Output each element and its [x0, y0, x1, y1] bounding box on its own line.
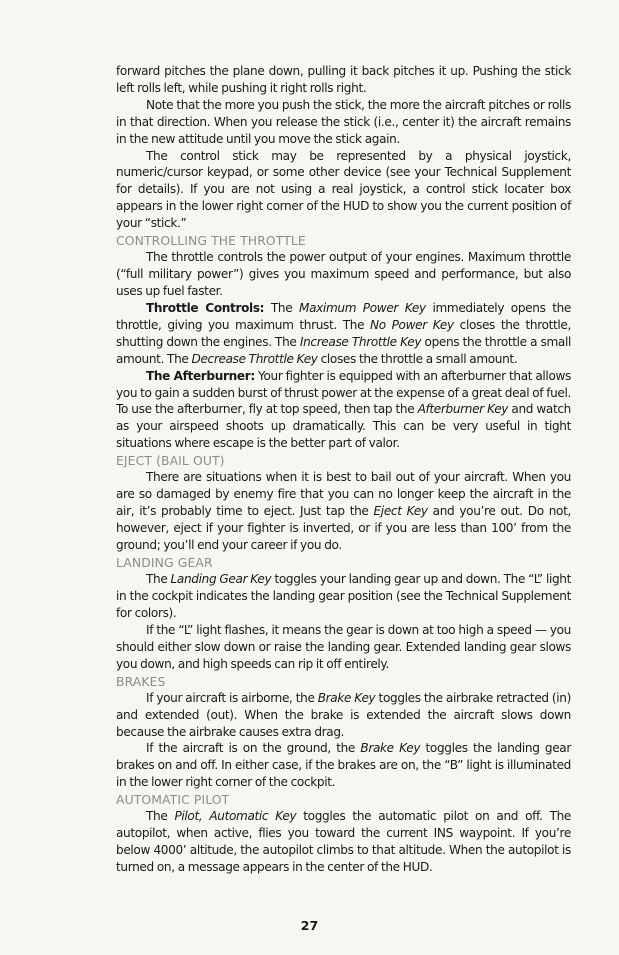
text-run: closes the throttle a small amount.: [317, 351, 518, 366]
heading-automatic-pilot: AUTOMATIC PILOT: [116, 792, 230, 808]
paragraph-stick-direction: forward pitches the plane down, pulling it back pitches it up. Pushing the stick left rolls left, while pushing it right rolls right.: [116, 64, 571, 95]
paragraph-eject: [116, 469, 571, 554]
paragraph-airbrake: [116, 690, 571, 741]
text-run: toggles the automatic pilot on and off. The autopilot, when active, flies you toward the current INS waypoint. If you’re below 4000’ altitude, the autopilot climbs to that altitude. When the autopilot is turned on, a message appears in the center of the HUD.: [116, 809, 572, 875]
paragraph-landing-gear: [116, 571, 571, 622]
heading-eject: EJECT (BAIL OUT): [116, 453, 225, 469]
paragraph-throttle-controls: [116, 300, 571, 368]
key-eject: Eject Key: [373, 504, 428, 519]
text-run: The: [146, 809, 175, 824]
paragraph-stick-attitude: Note that the more you push the stick, the more the aircraft pitches or rolls in that direction. When you release the stick (i.e., center it) the aircraft remains in the new attitude until you move the stick again.: [116, 97, 571, 146]
text-run: toggles your landing gear up and down. The “L” light in the cockpit indicates the landing gear position (see the Technical Supplement for colors).: [116, 572, 571, 620]
key-maximum-power: Maximum Power Key: [298, 300, 426, 315]
paragraph-landing-gear-warning: If the “L” light flashes, it means the gear is down at too high a speed — you should either slow down or raise the landing gear. Extended landing gear slows you down, and high speeds can rip it off entirely.: [116, 622, 571, 671]
text-run: and watch as your airspeed shoots up dramatically. This can be very useful in tight situations where escape is the better part of valor.: [116, 402, 571, 451]
text-run: The: [146, 572, 171, 587]
text-run: immediately opens the throttle, giving you maximum thrust. The: [116, 300, 572, 332]
heading-landing-gear: LANDING GEAR: [116, 554, 213, 570]
key-brake: Brake Key: [360, 741, 421, 756]
paragraph-autopilot: [116, 808, 571, 876]
key-decrease-throttle: Decrease Throttle Key: [191, 351, 318, 366]
paragraph-throttle-intro: The throttle controls the power output of your engines. Maximum throttle (“full military power”) gives you maximum speed and performance, but also uses up fuel faster.: [116, 250, 571, 299]
paragraph-afterburner: [116, 368, 571, 453]
key-no-power: No Power Key: [370, 317, 454, 332]
key-pilot-automatic: Pilot, Automatic Key: [174, 809, 297, 824]
text-run: If your aircraft is airborne, the: [146, 690, 318, 705]
key-brake: Brake Key: [317, 690, 376, 705]
text-run: toggles the airbrake retracted (in) and extended (out). When the brake is extended the aircraft slows down because the airbrake causes extra drag.: [116, 690, 571, 739]
text-run: and you’re out. Do not, however, eject if your fighter is inverted, or if you are less than 100’ from the ground; you’ll end your career if you do.: [116, 504, 571, 552]
text-run: If the aircraft is on the ground, the: [146, 741, 361, 756]
term-afterburner: The Afterburner:: [146, 368, 255, 383]
key-landing-gear: Landing Gear Key: [170, 572, 272, 587]
key-increase-throttle: Increase Throttle Key: [299, 334, 422, 349]
key-afterburner: Afterburner Key: [417, 402, 509, 417]
paragraph-ground-brakes: [116, 740, 571, 791]
heading-brakes: BRAKES: [116, 673, 166, 689]
term-throttle-controls: Throttle Controls:: [146, 300, 265, 315]
text-run: The: [264, 300, 299, 315]
text-run: There are situations when it is best to bail out of your aircraft. When you are so damaged by enemy fire that you can no longer keep the aircraft in the air, it’s probably time to eject. Just tap the: [116, 470, 571, 519]
heading-controlling-throttle: CONTROLLING THE THROTTLE: [116, 233, 306, 249]
text-run: Your fighter is equipped with an afterburner that allows you to gain a sudden burst of thrust power at the expense of a great deal of fuel. To use the afterburner, fly at top speed, then tap the: [116, 368, 572, 417]
page-number: 27: [300, 918, 319, 933]
manual-page-text: [116, 63, 571, 876]
text-run: toggles the landing gear brakes on and off. In either case, if the brakes are on, the “B” light is illuminated in the lower right corner of the cockpit.: [116, 741, 571, 790]
text-run: opens the throttle a small amount. The: [116, 334, 571, 366]
paragraph-stick-devices: The control stick may be represented by a physical joystick, numeric/cursor keypad, or some other device (see your Technical Supplement for details). If you are not using a real joystick, a control stick locater box appears in the lower right corner of the HUD to show you the current position of your “stick.”: [116, 148, 571, 231]
text-run: closes the throttle, shutting down the engines. The: [116, 317, 571, 349]
